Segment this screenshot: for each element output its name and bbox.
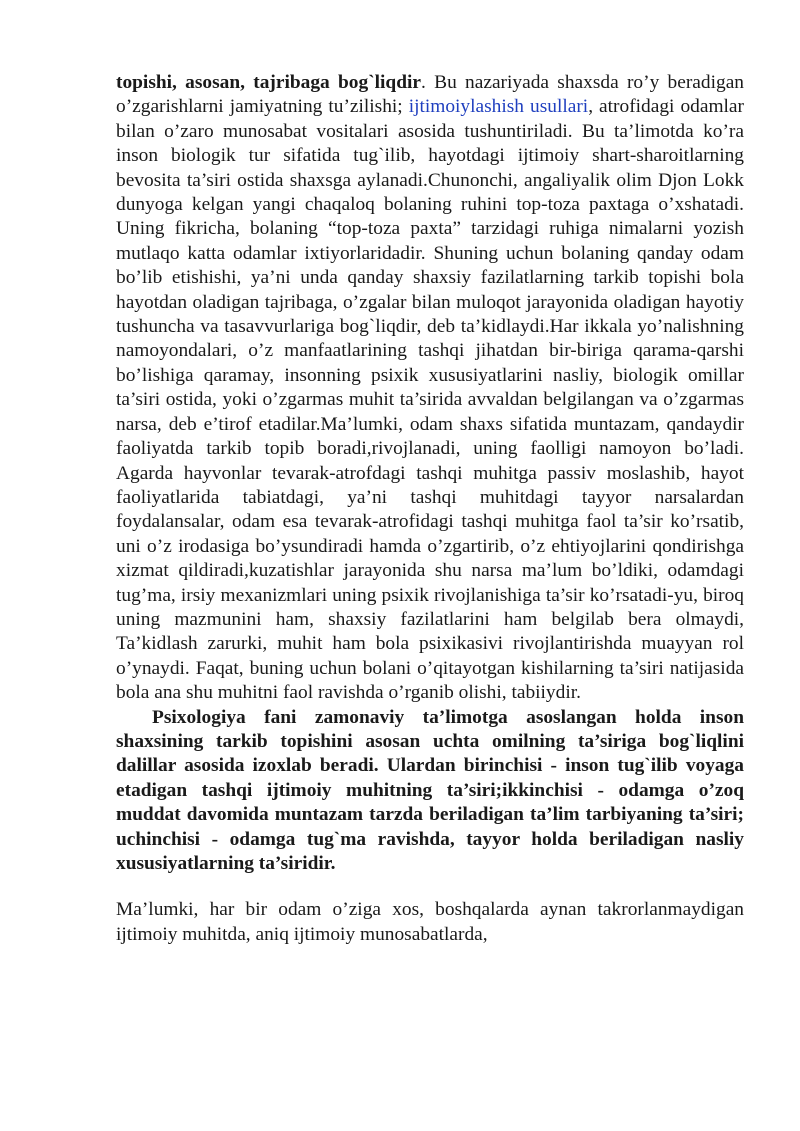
- bold-phrase: topishi, asosan, tajribaga bog`liqdir: [116, 72, 421, 93]
- paragraph-text: , atrofidagi odamlar bilan o’zaro munosabat vositalari asosida tushuntiriladi. Bu ta’limotda ko’ra inson biologik tur sifatida tug`ilib, hayotdagi ijtimoiy shart-sharoitlarning bevosita ta’siri ostida shaxsga aylanadi.Chunonchi, angaliyalik olim Djon Lokk dunyoga kelgan yangi chaqaloq bolaning ruhini top-toza paxtaga o’xshatadi. Uning fikricha, bolaning “top-toza paxta” tarzidagi ruhiga nimalarni yozish mutlaqo katta odamlar ixtiyorlaridadir. Shuning uchun bolaning qanday odam bo’lib etishishi, ya’ni unda qanday shaxsiy fazilatlarning tarkib topishi bola hayotdan oladigan tajribaga, o’zgalar bilan muloqot jarayonida oladigan hayotiy tushuncha va tasavvurlariga bog`liqdir, deb ta’kidlaydi.Har ikkala yo’nalishning namoyondalari, o’z manfaatlarining tashqi jihatdan bir-biriga qarama-qarshi bo’lishiga qaramay, insonning psixik xususiyatlarini nasliy, biologik omillar ta’siri ostida, yoki o’zgarmas muhit ta’sirida avvaldan belgilangan va o’zgarmas narsa, deb e’tirof etadilar.Ma’lumki, odam shaxs sifatida muntazam, qandaydir faoliyatda tarkib topib boradi,rivojlanadi, uning faolligi namoyon bo’ladi. Agarda hayvonlar tevarak-atrofdagi tashqi muhitga passiv moslashib, hayot faoliyatlarida tabiatdagi, ya’ni tashqi muhitdagi tayyor narsalardan foydalansalar, odam esa tevarak-atrofidagi tashqi muhitga faol ta’sir ko’rsatib, uni o’z irodasiga bo’ysundiradi hamda o’zgartirib, o’z ehtiyojlarini qondirishga xizmat qildiradi,kuzatishlar jarayonida shu narsa ma’lum bo’ldiki, odamdagi tug’ma, irsiy mexanizmlari uning psixik rivojlanishiga ta’sir ko’rsatadi-yu, biroq uning mazmunini ham, shaxsiy fazilatlarini ham belgilab bera olmaydi, Ta’kidlash zarurki, muhit ham bola psixikasivi rivojlantirishda muayyan rol o’ynaydi. Faqat, buning uchun bolani o’qitayotgan kishilarning ta’siri natijasida bola ana shu muhitni faol ravishda o’rganib olishi, tabiiydir.: [116, 96, 744, 704]
- document-page: [116, 71, 744, 947]
- hyperlink-ijtimoiylashish[interactable]: ijtimoiylashish usullari: [408, 96, 589, 118]
- body-paragraph-2-bold: Psixologiya fani zamonaviy ta’limotga asoslangan holda inson shaxsining tarkib topishini asosan uchta omilning ta’siriga bog`liqlini dalillar asosida izoxlab beradi. Ulardan birinchisi - inson tug`ilib voyaga etadigan tashqi ijtimoiy muhitning ta’siri;ikkinchisi - odamga o’zoq muddat davomida muntazam tarzda beriladigan ta’lim tarbiyaning ta’siri; uchinchisi - odamga tug`ma ravishda, tayyor holda beriladigan nasliy xususiyatlarning ta’siridir.: [116, 706, 744, 874]
- body-paragraph-3: Ma’lumki, har bir odam o’ziga xos, boshqalarda aynan takrorlanmaydigan ijtimoiy muhitda, aniq ijtimoiy munosabatlarda,: [116, 899, 744, 945]
- paragraph-text: . Bu nazariyada shaxsda ro’y beradigan o’zgarishlarni jamiyatning tu’zilishi;: [116, 72, 744, 118]
- body-paragraph-1: [116, 71, 744, 706]
